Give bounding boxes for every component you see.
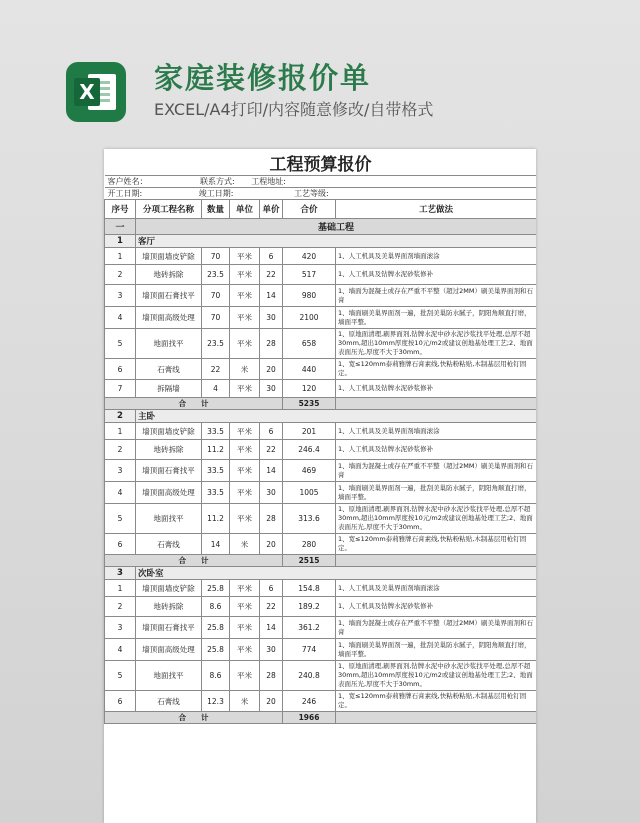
- item-qty: 4: [202, 380, 230, 398]
- subtotal-blank: [336, 555, 537, 567]
- subtotal-row: [105, 712, 537, 724]
- table-row: [105, 329, 537, 359]
- item-process: 1、原地面清理,刷界面剂,钻牌水泥中砂水泥沙浆找平处理,总厚不超30mm,超出10mm厚度按10元/m2或建议创地基处理工艺;2、地面表面压光,厚度不大于30mm。: [336, 504, 537, 534]
- room-row: [105, 410, 537, 423]
- item-name: 墙顶面墙皮铲除: [136, 423, 202, 440]
- section-row: [105, 219, 537, 235]
- subtotal-label: 合 计: [105, 712, 283, 724]
- sheet-title: 工程预算报价: [105, 149, 537, 176]
- item-name: 地面找平: [136, 661, 202, 691]
- info-row-1: [105, 176, 537, 188]
- item-total: 280: [283, 534, 336, 555]
- room-row: [105, 235, 537, 248]
- item-process: 1、墙面刷美巢界面剂一遍，批刮美巢防水腻子，阴阳角顺直打磨，墙面平整。: [336, 482, 537, 504]
- table-row: [105, 460, 537, 482]
- table-row: [105, 248, 537, 265]
- item-no: 2: [105, 265, 136, 285]
- item-qty: 11.2: [202, 504, 230, 534]
- item-price: 30: [260, 307, 283, 329]
- item-no: 1: [105, 580, 136, 597]
- item-no: 6: [105, 534, 136, 555]
- col-header-price: 单价: [260, 200, 283, 219]
- finish-date-label: 竣工日期:: [198, 189, 234, 198]
- excel-x-badge: X: [74, 78, 100, 106]
- item-name: 地砖拆除: [136, 265, 202, 285]
- item-unit: 平米: [230, 423, 260, 440]
- item-price: 6: [260, 580, 283, 597]
- table-row: [105, 423, 537, 440]
- item-process: 1、人工机具及美巢界面剂墙面滚涂: [336, 248, 537, 265]
- column-header-row: [105, 200, 537, 219]
- item-unit: 平米: [230, 661, 260, 691]
- item-price: 22: [260, 440, 283, 460]
- subtotal-blank: [336, 398, 537, 410]
- item-price: 28: [260, 661, 283, 691]
- item-qty: 14: [202, 534, 230, 555]
- item-qty: 23.5: [202, 329, 230, 359]
- col-header-no: 序号: [105, 200, 136, 219]
- table-row: [105, 504, 537, 534]
- item-unit: 平米: [230, 380, 260, 398]
- table-row: [105, 639, 537, 661]
- item-qty: 70: [202, 307, 230, 329]
- table-row: [105, 691, 537, 712]
- item-total: 658: [283, 329, 336, 359]
- item-unit: 平米: [230, 482, 260, 504]
- col-header-qty: 数量: [202, 200, 230, 219]
- table-row: [105, 482, 537, 504]
- item-total: 440: [283, 359, 336, 380]
- item-no: 7: [105, 380, 136, 398]
- room-row: [105, 567, 537, 580]
- item-price: 30: [260, 380, 283, 398]
- item-name: 墙顶面石膏找平: [136, 617, 202, 639]
- item-unit: 平米: [230, 248, 260, 265]
- item-unit: 平米: [230, 285, 260, 307]
- item-process: 1、墙面为混凝土或存在严重不平整（超过2MM）刷美巢界面剂和石膏: [336, 285, 537, 307]
- item-process: 1、宽≤120mm泰莉雅牌石膏素线,快粘粉粘贴,木制基层用枪钉固定。: [336, 691, 537, 712]
- table-row: [105, 661, 537, 691]
- item-price: 22: [260, 265, 283, 285]
- item-price: 20: [260, 691, 283, 712]
- section-no: 一: [105, 219, 136, 235]
- item-process: 1、墙面刷美巢界面剂一遍，批刮美巢防水腻子，阴阳角顺直打磨，墙面平整。: [336, 307, 537, 329]
- item-qty: 25.8: [202, 617, 230, 639]
- item-name: 墙顶面墙皮铲除: [136, 580, 202, 597]
- item-price: 20: [260, 534, 283, 555]
- room-no: 3: [105, 567, 136, 580]
- item-qty: 70: [202, 285, 230, 307]
- subtotal-value: 1966: [283, 712, 336, 724]
- table-row: [105, 597, 537, 617]
- table-row: [105, 359, 537, 380]
- quote-table: [104, 149, 536, 724]
- item-price: 20: [260, 359, 283, 380]
- item-price: 14: [260, 460, 283, 482]
- item-no: 5: [105, 504, 136, 534]
- item-process: 1、原地面清理,刷界面剂,钻牌水泥中砂水泥沙浆找平处理,总厚不超30mm,超出10mm厚度按10元/m2或建议创地基处理工艺;2、地面表面压光,厚度不大于30mm。: [336, 661, 537, 691]
- col-header-name: 分项工程名称: [136, 200, 202, 219]
- item-total: 240.8: [283, 661, 336, 691]
- item-unit: 米: [230, 691, 260, 712]
- table-row: [105, 265, 537, 285]
- item-no: 6: [105, 691, 136, 712]
- room-no: 2: [105, 410, 136, 423]
- item-name: 墙顶面高级处理: [136, 639, 202, 661]
- table-row: [105, 307, 537, 329]
- item-unit: 平米: [230, 639, 260, 661]
- item-price: 6: [260, 248, 283, 265]
- item-total: 246.4: [283, 440, 336, 460]
- item-process: 1、人工机具及钻牌水泥砂浆修补: [336, 380, 537, 398]
- room-no: 1: [105, 235, 136, 248]
- item-process: 1、宽≤120mm泰莉雅牌石膏素线,快粘粉粘贴,木制基层用枪钉固定。: [336, 359, 537, 380]
- table-row: [105, 617, 537, 639]
- subtotal-value: 5235: [283, 398, 336, 410]
- item-total: 313.6: [283, 504, 336, 534]
- subtotal-label: 合 计: [105, 555, 283, 567]
- item-no: 2: [105, 597, 136, 617]
- craft-level-label: 工艺等级:: [294, 189, 329, 198]
- page-title: 家庭装修报价单: [154, 61, 372, 95]
- item-name: 墙顶面石膏找平: [136, 460, 202, 482]
- item-qty: 70: [202, 248, 230, 265]
- item-qty: 25.8: [202, 580, 230, 597]
- subtotal-value: 2515: [283, 555, 336, 567]
- info-row-2: [105, 188, 537, 200]
- item-qty: 8.6: [202, 597, 230, 617]
- subtotal-row: [105, 555, 537, 567]
- item-process: 1、人工机具及钻牌水泥砂浆修补: [336, 265, 537, 285]
- item-price: 14: [260, 617, 283, 639]
- item-qty: 33.5: [202, 482, 230, 504]
- item-name: 墙顶面高级处理: [136, 307, 202, 329]
- item-total: 469: [283, 460, 336, 482]
- item-price: 6: [260, 423, 283, 440]
- item-price: 30: [260, 639, 283, 661]
- table-row: [105, 285, 537, 307]
- item-name: 拆隔墙: [136, 380, 202, 398]
- item-no: 3: [105, 617, 136, 639]
- item-unit: 平米: [230, 597, 260, 617]
- item-process: 1、人工机具及钻牌水泥砂浆修补: [336, 597, 537, 617]
- item-name: 墙顶面墙皮铲除: [136, 248, 202, 265]
- item-no: 2: [105, 440, 136, 460]
- contact-label: 联系方式:: [200, 177, 235, 186]
- item-unit: 平米: [230, 460, 260, 482]
- item-total: 120: [283, 380, 336, 398]
- item-price: 28: [260, 329, 283, 359]
- item-unit: 平米: [230, 580, 260, 597]
- item-unit: 平米: [230, 329, 260, 359]
- item-total: 201: [283, 423, 336, 440]
- item-process: 1、墙面为混凝土或存在严重不平整（超过2MM）刷美巢界面剂和石膏: [336, 460, 537, 482]
- item-total: 189.2: [283, 597, 336, 617]
- subtotal-row: [105, 398, 537, 410]
- item-no: 5: [105, 329, 136, 359]
- item-total: 517: [283, 265, 336, 285]
- item-qty: 33.5: [202, 423, 230, 440]
- item-name: 墙顶面石膏找平: [136, 285, 202, 307]
- address-label: 工程地址:: [251, 177, 286, 186]
- subtotal-label: 合 计: [105, 398, 283, 410]
- item-total: 774: [283, 639, 336, 661]
- spreadsheet-preview: [104, 149, 536, 823]
- item-qty: 11.2: [202, 440, 230, 460]
- item-process: 1、人工机具及美巢界面剂墙面滚涂: [336, 580, 537, 597]
- item-name: 地砖拆除: [136, 597, 202, 617]
- item-process: 1、人工机具及钻牌水泥砂浆修补: [336, 440, 537, 460]
- page-subtitle: EXCEL/A4打印/内容随意修改/自带格式: [154, 100, 434, 119]
- item-process: 1、人工机具及美巢界面剂墙面滚涂: [336, 423, 537, 440]
- room-name: 主卧: [136, 410, 537, 423]
- item-process: 1、原地面清理,刷界面剂,钻牌水泥中砂水泥沙浆找平处理,总厚不超30mm,超出10mm厚度按10元/m2或建议创地基处理工艺;2、地面表面压光,厚度不大于30mm。: [336, 329, 537, 359]
- start-date-label: 开工日期:: [107, 189, 143, 198]
- item-no: 4: [105, 639, 136, 661]
- item-name: 地面找平: [136, 504, 202, 534]
- item-name: 石膏线: [136, 534, 202, 555]
- item-unit: 平米: [230, 504, 260, 534]
- room-name: 客厅: [136, 235, 537, 248]
- col-header-unit: 单位: [230, 200, 260, 219]
- table-row: [105, 380, 537, 398]
- table-row: [105, 534, 537, 555]
- item-no: 1: [105, 248, 136, 265]
- item-price: 28: [260, 504, 283, 534]
- item-total: 980: [283, 285, 336, 307]
- item-qty: 12.3: [202, 691, 230, 712]
- item-name: 石膏线: [136, 359, 202, 380]
- item-unit: 平米: [230, 265, 260, 285]
- item-total: 154.8: [283, 580, 336, 597]
- item-process: 1、墙面刷美巢界面剂一遍，批刮美巢防水腻子，阴阳角顺直打磨，墙面平整。: [336, 639, 537, 661]
- item-no: 4: [105, 307, 136, 329]
- item-total: 420: [283, 248, 336, 265]
- item-total: 2100: [283, 307, 336, 329]
- item-name: 地砖拆除: [136, 440, 202, 460]
- item-process: 1、宽≤120mm泰莉雅牌石膏素线,快粘粉粘贴,木制基层用枪钉固定。: [336, 534, 537, 555]
- subtotal-blank: [336, 712, 537, 724]
- section-name: 基础工程: [136, 219, 537, 235]
- item-unit: 米: [230, 534, 260, 555]
- item-no: 4: [105, 482, 136, 504]
- item-name: 墙顶面高级处理: [136, 482, 202, 504]
- item-qty: 22: [202, 359, 230, 380]
- client-name-label: 客户姓名：: [107, 177, 148, 186]
- item-unit: 平米: [230, 617, 260, 639]
- item-total: 361.2: [283, 617, 336, 639]
- table-row: [105, 580, 537, 597]
- item-name: 石膏线: [136, 691, 202, 712]
- item-unit: 平米: [230, 307, 260, 329]
- item-qty: 8.6: [202, 661, 230, 691]
- item-price: 14: [260, 285, 283, 307]
- item-total: 1005: [283, 482, 336, 504]
- col-header-total: 合价: [283, 200, 336, 219]
- room-name: 次卧室: [136, 567, 537, 580]
- item-unit: 米: [230, 359, 260, 380]
- item-total: 246: [283, 691, 336, 712]
- item-price: 30: [260, 482, 283, 504]
- item-qty: 23.5: [202, 265, 230, 285]
- item-no: 6: [105, 359, 136, 380]
- table-row: [105, 440, 537, 460]
- item-qty: 25.8: [202, 639, 230, 661]
- col-header-process: 工艺做法: [336, 200, 537, 219]
- item-name: 地面找平: [136, 329, 202, 359]
- item-qty: 33.5: [202, 460, 230, 482]
- item-price: 22: [260, 597, 283, 617]
- item-no: 5: [105, 661, 136, 691]
- item-no: 3: [105, 285, 136, 307]
- item-no: 1: [105, 423, 136, 440]
- item-unit: 平米: [230, 440, 260, 460]
- item-no: 3: [105, 460, 136, 482]
- excel-logo-icon: [66, 62, 126, 122]
- item-process: 1、墙面为混凝土或存在严重不平整（超过2MM）刷美巢界面剂和石膏: [336, 617, 537, 639]
